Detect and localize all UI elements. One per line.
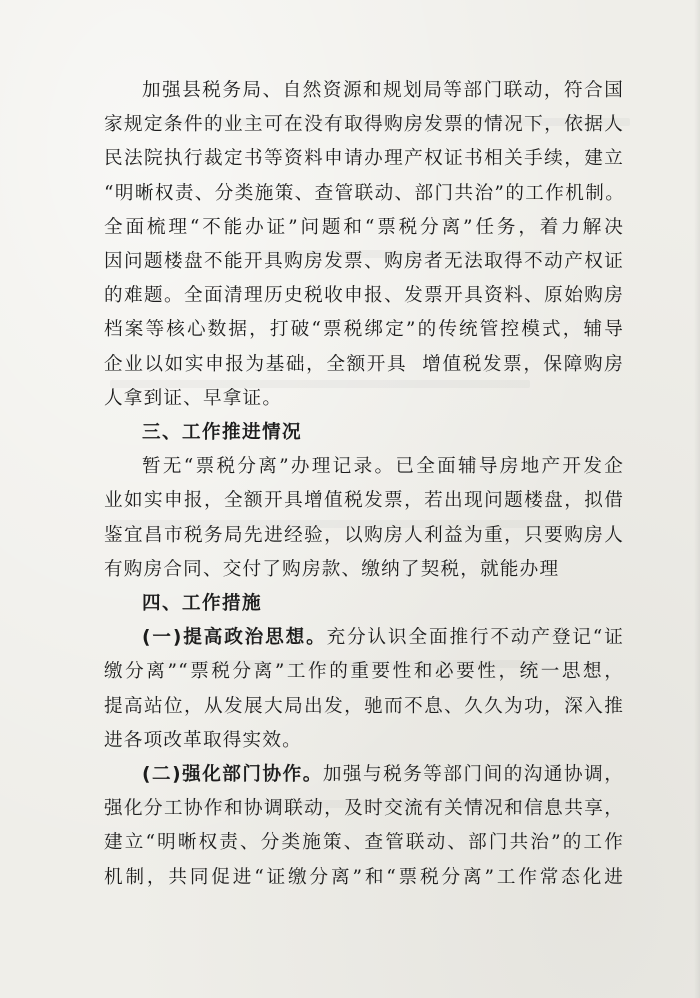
paragraph-line: 加强县税务局、自然资源和规划局等部门联动，符合国 [142,80,624,101]
document-body [104,74,624,895]
paragraph-line: 民法院执行裁定书等资料申请办理产权证书相关手续，建立 [104,148,624,170]
paragraph-line: 有购房合同、交付了购房款、缴纳了契税，就能办理 [104,558,560,580]
paragraph-line: 的难题。全面清理历史税收申报、发票开具资料、原始购房 [104,285,624,307]
section-heading-4: 四、工作措施 [142,593,262,615]
paragraph-line: “明晰权责、分类施策、查管联动、部门共治”的工作机制。 [104,182,624,204]
page-edge-shadow [694,0,700,998]
paragraph-line: 暂无“票税分离”办理记录。已全面辅导房地产开发企 [142,456,624,478]
paragraph-line: 机制，共同促进“证缴分离”和“票税分离”工作常态化进 [104,866,624,888]
paragraph-line [104,621,624,655]
paragraph-line: 进各项改革取得实效。 [104,729,302,751]
item-lead-1: (一)提高政治思想。 [142,627,327,649]
section-heading-3: 三、工作推进情况 [142,422,302,444]
paragraph-line: 业如实申报，全额开具增值税发票，若出现问题楼盘，拟借 [104,490,624,512]
paragraph-line: 企业以如实申报为基础，全额开具 增值税发票，保障购房 [104,353,624,375]
item-lead-2: (二)强化部门协作。 [142,764,323,786]
paragraph-line: 家规定条件的业主可在没有取得购房发票的情况下，依据人 [104,114,624,136]
paragraph-line: 缴分离”“票税分离”工作的重要性和必要性，统一思想， [104,661,624,683]
item-text-2: 加强与税务等部门间的沟通协调， [322,764,624,786]
paragraph-line: 档案等核心数据，打破“票税绑定”的传统管控模式，辅导 [104,319,624,341]
paragraph-line: 因问题楼盘不能开具购房发票、购房者无法取得不动产权证 [104,251,624,273]
item-text-1: 充分认识全面推行不动产登记“证 [326,627,624,649]
paragraph-line [104,758,624,792]
paragraph-line: 人拿到证、早拿证。 [104,387,283,409]
paragraph-line: 建立“明晰权责、分类施策、查管联动、部门共治”的工作 [104,832,624,854]
paragraph-line: 强化分工协作和协调联动，及时交流有关情况和信息共享， [104,798,624,820]
paragraph-line: 全面梳理“不能办证”问题和“票税分离”任务，着力解决 [104,216,624,238]
paragraph-line: 鉴宜昌市税务局先进经验，以购房人利益为重，只要购房人 [104,524,624,546]
paragraph-line: 提高站位，从发展大局出发，驰而不息、久久为功，深入推 [104,695,624,717]
